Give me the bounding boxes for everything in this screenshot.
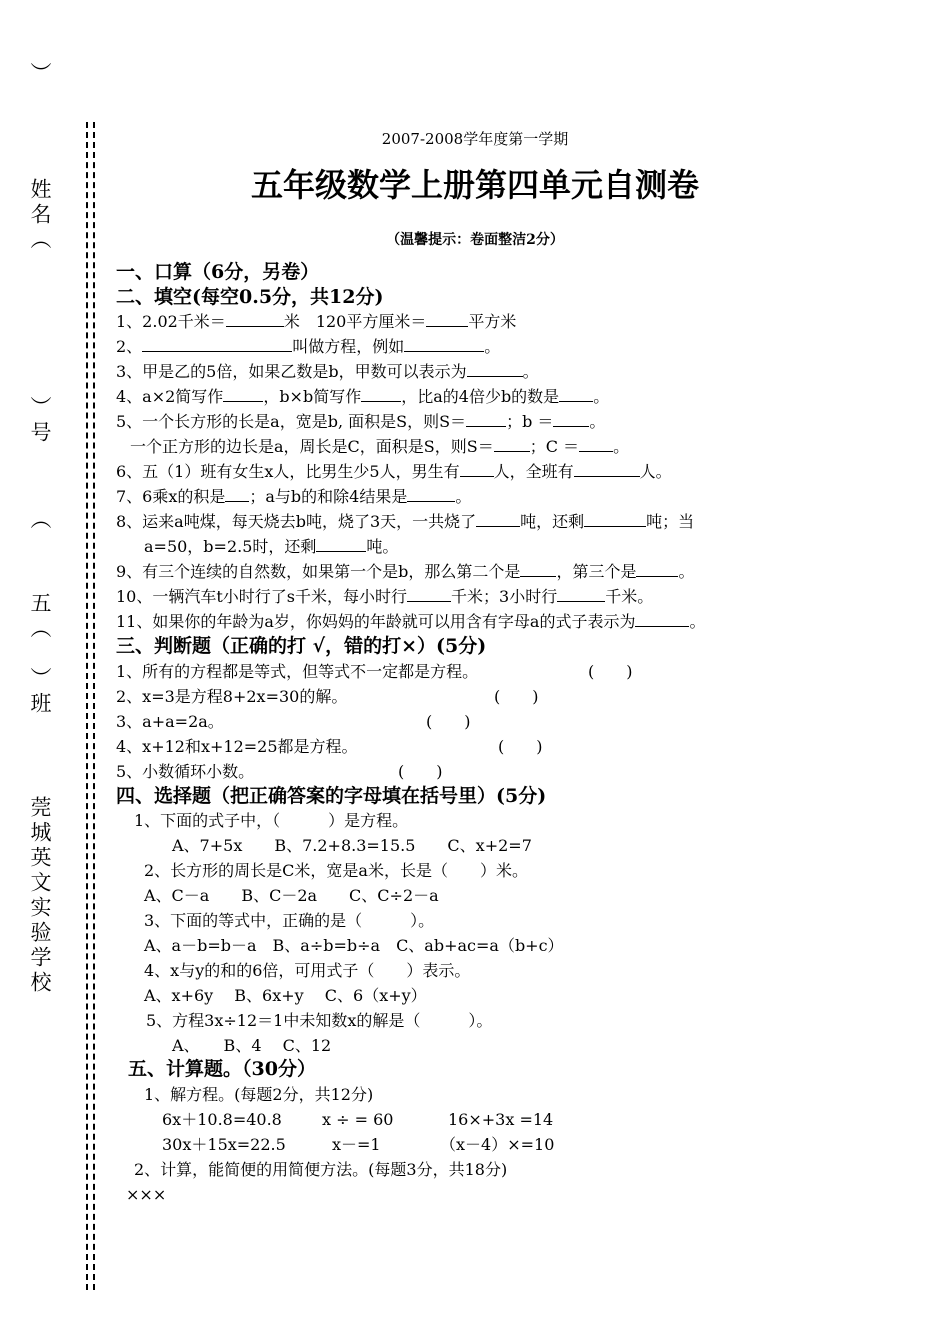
equation-4: 30x＋15x=22.5: [162, 1135, 286, 1154]
answer-blank[interactable]: [559, 387, 593, 402]
fill-q2: [116, 336, 500, 358]
fill-q1-a: 1、2.02千米＝: [116, 312, 226, 331]
judge-1-bracket[interactable]: ( ): [588, 662, 633, 681]
fill-q1: [116, 311, 516, 333]
fill-q11-b: 。: [689, 612, 706, 631]
side-paren-top: ）: [28, 62, 52, 87]
fill-q6: [116, 461, 672, 483]
school-year: 2007-2008学年度第一学期: [381, 130, 569, 148]
answer-blank[interactable]: [574, 462, 640, 477]
section-choice: 四、选择题（把正确答案的字母填在括号里）(5分): [116, 785, 547, 807]
choice-3-options: A、a－b=b－a B、a÷b=b÷a C、ab+ac=a（b+c）: [144, 936, 564, 955]
side-paren-mid: （: [28, 508, 52, 533]
fill-q9: [116, 561, 694, 583]
judge-4: 4、x+12和x+12=25都是方程。: [116, 737, 358, 756]
answer-blank[interactable]: [476, 512, 520, 527]
side-name-label: 姓名（: [28, 178, 52, 253]
answer-blank[interactable]: [407, 487, 455, 502]
judge-2-bracket[interactable]: ( ): [494, 687, 539, 706]
side-class-label: 五（ ）班: [28, 592, 52, 717]
answer-blank[interactable]: [142, 337, 292, 352]
fill-q8: [116, 511, 694, 533]
fill-q6-c: 人。: [639, 462, 672, 481]
fill-q6-b: 人，全班有: [493, 462, 574, 481]
answer-blank[interactable]: [520, 562, 556, 577]
fill-q5-a: 5、一个长方形的长是a，宽是b, 面积是S，则S＝: [116, 412, 467, 431]
fill-q7-b: ；a与b的和除4结果是: [249, 487, 408, 506]
fill-q8-b: 吨，还剩: [520, 512, 585, 531]
tip: （温馨提示：卷面整洁2分）: [386, 232, 564, 248]
judge-4-bracket[interactable]: ( ): [498, 737, 543, 756]
answer-blank[interactable]: [407, 587, 451, 602]
fill-q9-a: 9、有三个连续的自然数，如果第一个是b，那么第二个是: [116, 562, 521, 581]
fill-q3-b: 。: [522, 362, 539, 381]
fill-q7: [116, 486, 471, 508]
fold-line-left: [86, 122, 88, 1290]
calc-expression: ×××: [126, 1185, 167, 1204]
fill-q4-c: ，比a的4倍少b的数是: [401, 387, 560, 406]
page-title: 五年级数学上册第四单元自测卷: [250, 166, 699, 204]
fill-q2-b: 叫做方程，例如: [292, 337, 405, 356]
choice-5: 5、方程3x÷12＝1中未知数x的解是（ ）。: [146, 1011, 493, 1030]
choice-4-options: A、x+6y B、6x+y C、6（x+y）: [144, 986, 427, 1005]
side-number-label: ）号: [28, 396, 52, 446]
fill-q5-e: ；C ＝: [529, 437, 580, 456]
fill-q7-c: 。: [455, 487, 472, 506]
answer-blank[interactable]: [494, 437, 530, 452]
judge-3-bracket[interactable]: ( ): [426, 712, 471, 731]
answer-blank[interactable]: [226, 312, 284, 327]
fill-q2-c: 。: [484, 337, 501, 356]
section-calc: 五、计算题。（30分）: [128, 1058, 316, 1080]
fill-q8-e: 吨。: [366, 537, 399, 556]
fill-q5-f: 。: [613, 437, 630, 456]
choice-1: 1、下面的式子中，（ ）是方程。: [134, 811, 409, 830]
equation-5: x－=1: [332, 1135, 381, 1154]
judge-5-bracket[interactable]: ( ): [398, 762, 443, 781]
fill-q1-c: 平方米: [468, 312, 517, 331]
fill-q6-a: 6、五（1）班有女生x人，比男生少5人，男生有: [116, 462, 460, 481]
judge-3: 3、a+a=2a。: [116, 712, 224, 731]
fill-q2-a: 2、: [116, 337, 143, 356]
fill-q5: [116, 411, 605, 433]
fill-q1-b: 米 120平方厘米＝: [283, 312, 427, 331]
answer-blank[interactable]: [579, 437, 613, 452]
answer-blank[interactable]: [223, 387, 263, 402]
fill-q11: [116, 611, 705, 633]
judge-2: 2、x=3是方程8+2x=30的解。: [116, 687, 348, 706]
answer-blank[interactable]: [557, 587, 605, 602]
fill-q10-b: 千米；3小时行: [451, 587, 558, 606]
section-oral: 一、口算（6分，另卷）: [116, 261, 320, 283]
judge-5: 5、小数循环小数。: [116, 762, 255, 781]
choice-2: 2、长方形的周长是C米，宽是a米，长是（ ）米。: [144, 861, 528, 880]
answer-blank[interactable]: [635, 612, 689, 627]
fill-q3-a: 3、甲是乙的5倍，如果乙数是b，甲数可以表示为: [116, 362, 467, 381]
answer-blank[interactable]: [460, 462, 494, 477]
choice-5-options: A、 B、4 C、12: [172, 1036, 332, 1055]
answer-blank[interactable]: [553, 412, 589, 427]
side-school-label: 莞城英文实验学校: [28, 796, 52, 996]
fill-q4-d: 。: [593, 387, 610, 406]
fill-q8-a: 8、运来a吨煤，每天烧去b吨，烧了3天，一共烧了: [116, 512, 477, 531]
answer-blank[interactable]: [225, 487, 249, 502]
fold-line-right: [93, 122, 95, 1290]
fill-q9-c: 。: [678, 562, 695, 581]
fill-q4-b: ，b×b简写作: [263, 387, 362, 406]
choice-4: 4、x与y的和的6倍，可用式子（ ）表示。: [144, 961, 471, 980]
fill-q8-cont: [144, 536, 398, 558]
fill-q11-a: 11、如果你的年龄为a岁，你妈妈的年龄就可以用含有字母a的式子表示为: [116, 612, 636, 631]
answer-blank[interactable]: [361, 387, 401, 402]
fill-q3: [116, 361, 539, 383]
fill-q9-b: ，第三个是: [556, 562, 637, 581]
fill-q5-b: ；b ＝: [506, 412, 554, 431]
fill-q8-d: a=50，b=2.5时，还剩: [144, 537, 317, 556]
fill-q4: [116, 386, 609, 408]
answer-blank[interactable]: [426, 312, 468, 327]
fill-q10-c: 千米。: [605, 587, 654, 606]
equation-1: 6x＋10.8=40.8: [162, 1110, 282, 1129]
choice-1-options: A、7+5x B、7.2+8.3=15.5 C、x+2=7: [172, 836, 532, 855]
fill-q4-a: 4、a×2简写作: [116, 387, 224, 406]
fill-q5-square: [130, 436, 629, 458]
choice-3: 3、下面的等式中，正确的是（ ）。: [144, 911, 435, 930]
fill-q5-d: 一个正方形的边长是a，周长是C，面积是S，则S＝: [130, 437, 494, 456]
calc-solve-title: 1、解方程。(每题2分，共12分): [144, 1085, 374, 1104]
equation-2: x ÷ = 60: [322, 1110, 394, 1129]
answer-blank[interactable]: [316, 537, 366, 552]
answer-blank[interactable]: [584, 512, 646, 527]
fill-q8-c: 吨；当: [646, 512, 695, 531]
equation-6: （x－4）×=10: [440, 1135, 555, 1154]
section-judge: 三、判断题（正确的打 √，错的打×）(5分): [116, 635, 487, 657]
answer-blank[interactable]: [404, 337, 484, 352]
answer-blank[interactable]: [467, 362, 523, 377]
equation-3: 16×+3x =14: [448, 1110, 554, 1129]
fill-q7-a: 7、6乘x的积是: [116, 487, 226, 506]
judge-1: 1、所有的方程都是等式，但等式不一定都是方程。: [116, 662, 479, 681]
calc-simplify-title: 2、计算，能简便的用简便方法。(每题3分，共18分): [134, 1160, 508, 1179]
choice-2-options: A、C－a B、C－2a C、C÷2－a: [144, 886, 439, 905]
answer-blank[interactable]: [636, 562, 678, 577]
fill-q5-c: 。: [589, 412, 606, 431]
section-fill: 二、填空(每空0.5分，共12分): [116, 286, 384, 308]
fill-q10-a: 10、一辆汽车t小时行了s千米，每小时行: [116, 587, 408, 606]
answer-blank[interactable]: [466, 412, 506, 427]
fill-q10: [116, 586, 653, 608]
